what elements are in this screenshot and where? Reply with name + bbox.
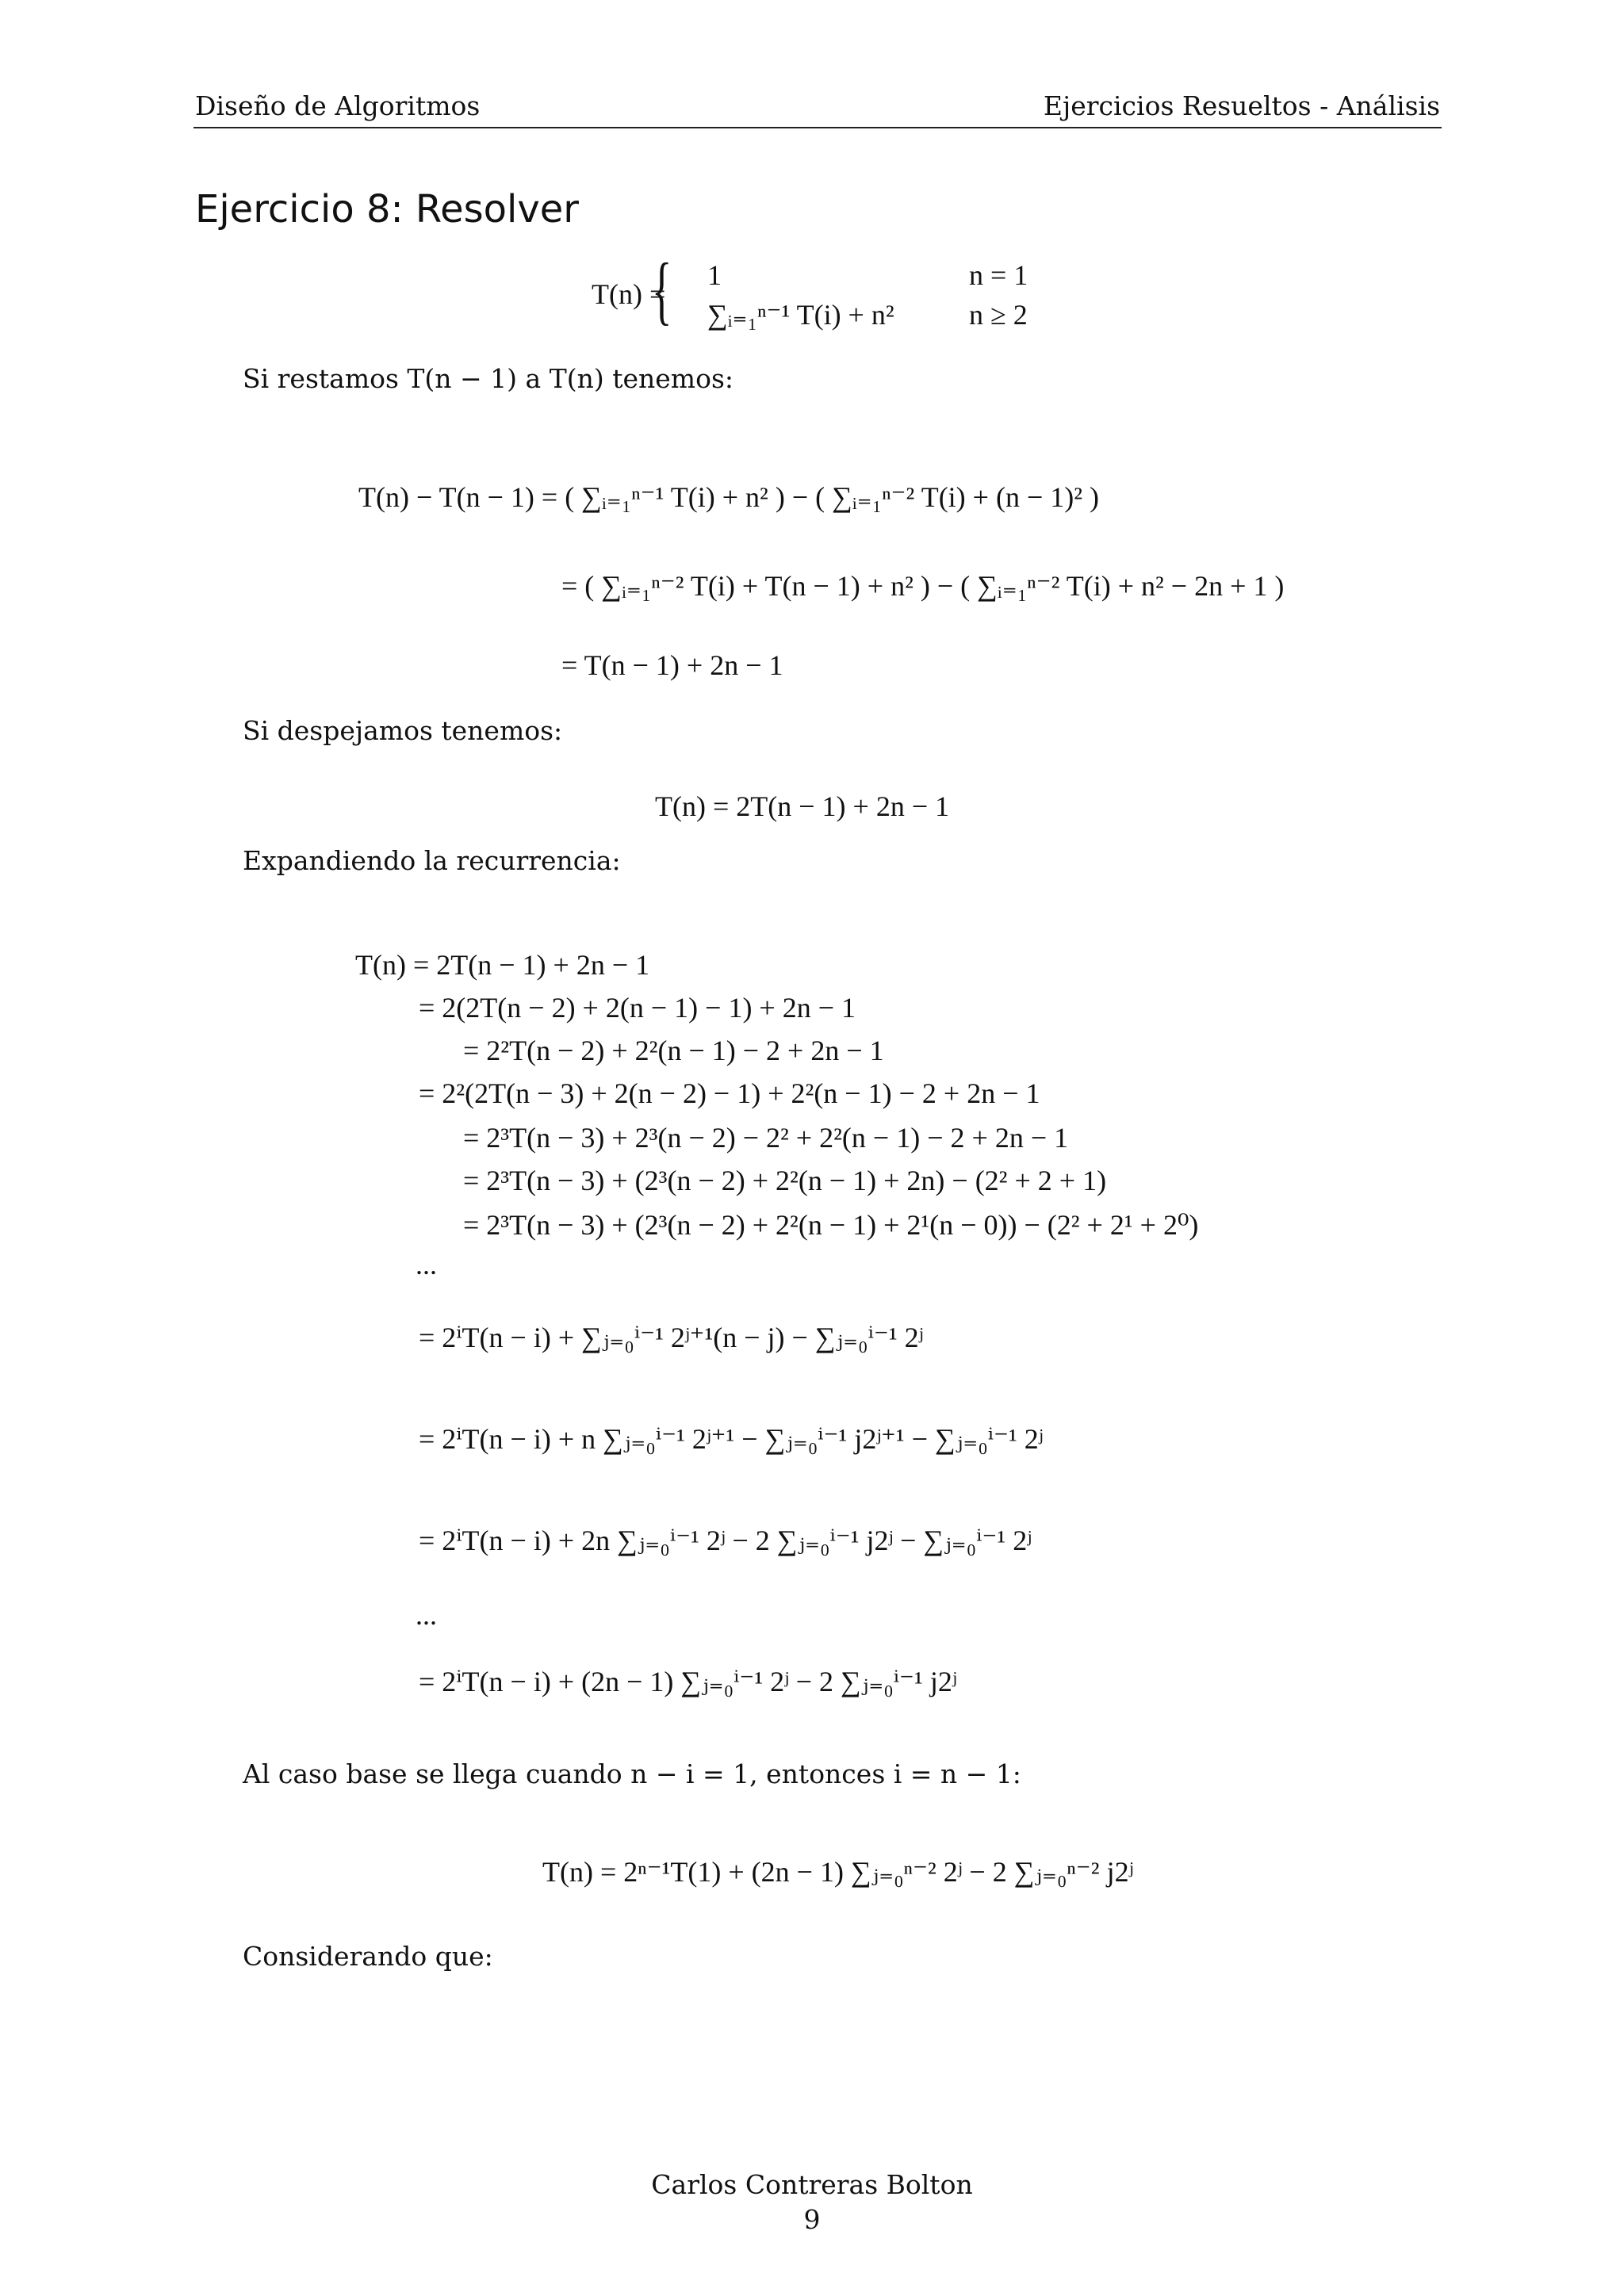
- definition-case2-value: ∑ᵢ₌₁ⁿ⁻¹ T(i) + n²: [707, 299, 894, 331]
- expansion-line-4: = 2²(2T(n − 3) + 2(n − 2) − 1) + 2²(n − 1) − 2 + 2n − 1: [419, 1077, 1040, 1109]
- paragraph-considering: Considerando que:: [243, 1941, 493, 1972]
- expansion-line-10: = 2ⁱT(n − i) + 2n ∑ⱼ₌₀ⁱ⁻¹ 2ʲ − 2 ∑ⱼ₌₀ⁱ⁻¹ j2ʲ − ∑ⱼ₌₀ⁱ⁻¹ 2ʲ: [419, 1525, 1032, 1556]
- definition-case2-condition: n ≥ 2: [969, 299, 1028, 331]
- definition-case1-condition: n = 1: [969, 259, 1028, 291]
- expansion-line-5: = 2³T(n − 3) + 2³(n − 2) − 2² + 2²(n − 1) − 2 + 2n − 1: [463, 1122, 1069, 1154]
- isolated-equation: T(n) = 2T(n − 1) + 2n − 1: [655, 790, 950, 822]
- difference-line-1: T(n) − T(n − 1) = ( ∑ᵢ₌₁ⁿ⁻¹ T(i) + n² ) − ( ∑ᵢ₌₁ⁿ⁻² T(i) + (n − 1)² ): [358, 481, 1100, 513]
- expansion-line-11: = 2ⁱT(n − i) + (2n − 1) ∑ⱼ₌₀ⁱ⁻¹ 2ʲ − 2 ∑ⱼ₌₀ⁱ⁻¹ j2ʲ: [419, 1666, 957, 1697]
- paragraph-base-case: Al caso base se llega cuando n − i = 1, entonces i = n − 1:: [243, 1758, 1021, 1789]
- difference-line-3: = T(n − 1) + 2n − 1: [561, 649, 783, 681]
- running-header-right: Ejercicios Resueltos - Análisis: [1043, 90, 1440, 121]
- paragraph-subtract: Si restamos T(n − 1) a T(n) tenemos:: [243, 363, 733, 394]
- expansion-line-3: = 2²T(n − 2) + 2²(n − 1) − 2 + 2n − 1: [463, 1035, 884, 1066]
- running-header-left: Diseño de Algoritmos: [195, 90, 481, 121]
- expansion-ellipsis-2: ...: [416, 1599, 437, 1631]
- expansion-line-2: = 2(2T(n − 2) + 2(n − 1) − 1) + 2n − 1: [419, 992, 856, 1024]
- expansion-ellipsis-1: ...: [416, 1249, 437, 1280]
- paragraph-isolate: Si despejamos tenemos:: [243, 715, 563, 746]
- difference-line-2: = ( ∑ᵢ₌₁ⁿ⁻² T(i) + T(n − 1) + n² ) − ( ∑ᵢ₌₁ⁿ⁻² T(i) + n² − 2n + 1 ): [561, 570, 1285, 602]
- exercise-title: Ejercicio 8: Resolver: [195, 187, 580, 232]
- page-number: 9: [803, 2204, 821, 2235]
- footer-author: Carlos Contreras Bolton: [651, 2169, 973, 2200]
- paragraph-expand: Expandiendo la recurrencia:: [243, 845, 621, 876]
- expansion-line-6: = 2³T(n − 3) + (2³(n − 2) + 2²(n − 1) + 2n) − (2² + 2 + 1): [463, 1165, 1107, 1196]
- expansion-line-8: = 2ⁱT(n − i) + ∑ⱼ₌₀ⁱ⁻¹ 2ʲ⁺¹(n − j) − ∑ⱼ₌₀ⁱ⁻¹ 2ʲ: [419, 1322, 924, 1353]
- header-rule: [193, 127, 1442, 128]
- expansion-line-9: = 2ⁱT(n − i) + n ∑ⱼ₌₀ⁱ⁻¹ 2ʲ⁺¹ − ∑ⱼ₌₀ⁱ⁻¹ j2ʲ⁺¹ − ∑ⱼ₌₀ⁱ⁻¹ 2ʲ: [419, 1423, 1044, 1455]
- definition-case1-value: 1: [707, 259, 722, 291]
- definition-lhs: T(n) =: [592, 278, 666, 310]
- case-brace: {: [652, 247, 672, 332]
- base-case-equation: T(n) = 2ⁿ⁻¹T(1) + (2n − 1) ∑ⱼ₌₀ⁿ⁻² 2ʲ − 2 ∑ⱼ₌₀ⁿ⁻² j2ʲ: [542, 1856, 1134, 1888]
- expansion-line-1: T(n) = 2T(n − 1) + 2n − 1: [355, 949, 650, 981]
- expansion-line-7: = 2³T(n − 3) + (2³(n − 2) + 2²(n − 1) + 2¹(n − 0)) − (2² + 2¹ + 2⁰): [463, 1209, 1199, 1241]
